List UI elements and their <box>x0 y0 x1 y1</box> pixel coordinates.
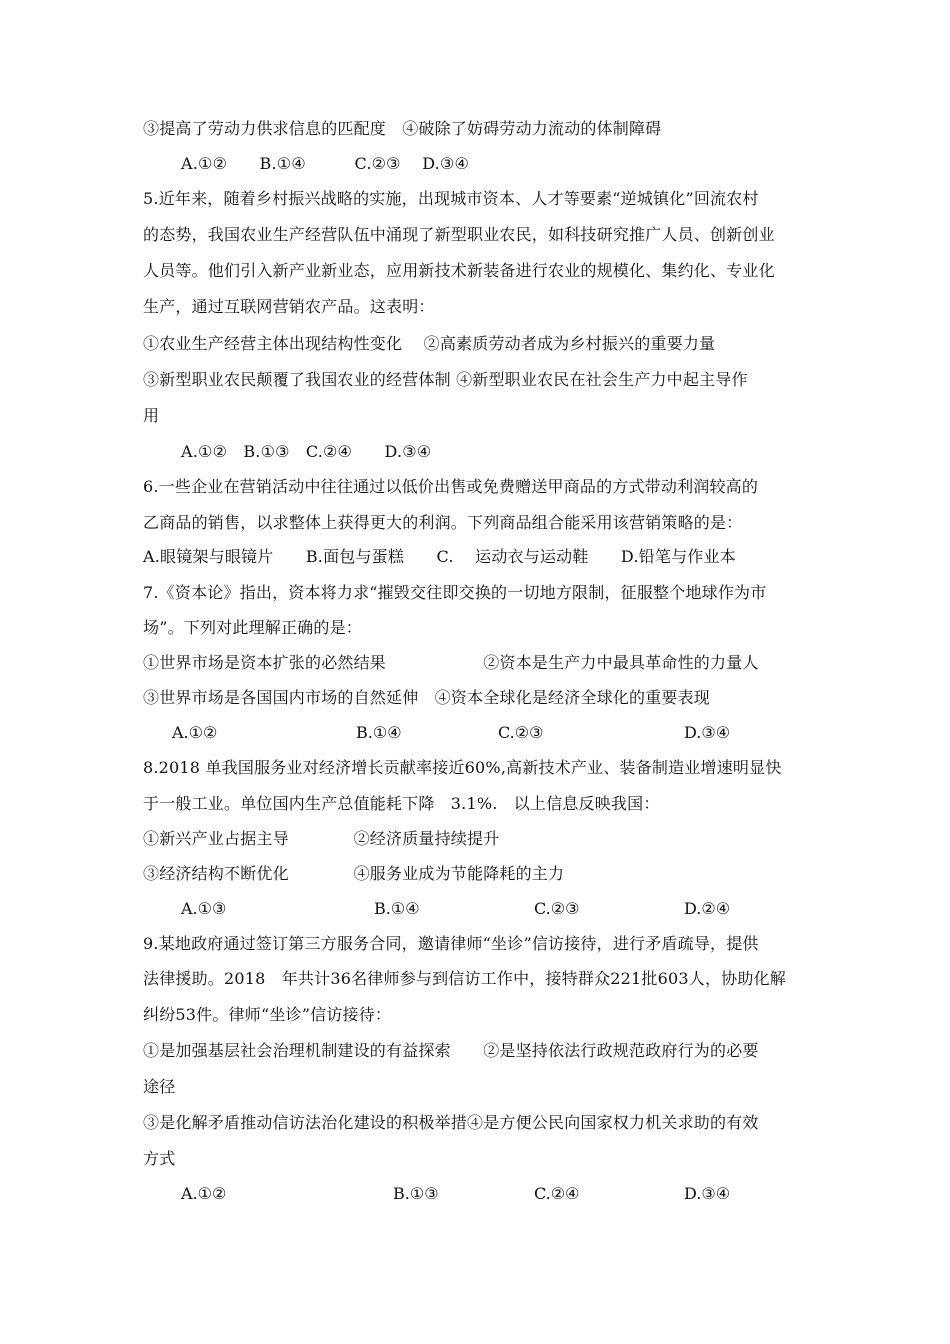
q8-item-line: ③经济结构不断优化 ④服务业成为节能降耗的主力 <box>143 864 565 883</box>
q9-stem-line: 9.某地政府通过签订第三方服务合同，邀请律师“坐诊”信访接待，进行矛盾疏导，提供 <box>143 934 759 953</box>
q9-item-line: ③是化解矛盾推动信访法治化建设的积极举措④是方便公民向国家权力机关求助的有效 <box>143 1113 759 1132</box>
q9-option-b: B.①③ <box>393 1184 439 1203</box>
q9-item-line: 途径 <box>143 1077 176 1096</box>
q7-stem-line: 7.《资本论》指出，资本将力求“摧毁交往即交换的一切地方限制，征服整个地球作为市 <box>143 583 767 602</box>
q9-item-line: ①是加强基层社会治理机制建设的有益探索 ②是坚持依法行政规范政府行为的必要 <box>143 1041 759 1060</box>
prev-question-item-line: ③提高了劳动力供求信息的匹配度 ④破除了妨碍劳动力流动的体制障碍 <box>143 119 662 138</box>
prev-question-options: A.①② B.①④ C.②③ D.③④ <box>181 154 470 173</box>
q8-option-c: C.②③ <box>534 899 580 918</box>
q7-item-line: ③世界市场是各国国内市场的自然延伸 ④资本全球化是经济全球化的重要表现 <box>143 688 711 707</box>
q9-stem-line: 纠纷53件。律师“坐诊”信访接待： <box>143 1005 392 1024</box>
q7-option-b: B.①④ <box>356 723 402 742</box>
q7-stem-line: 场”。下列对此理解正确的是： <box>143 618 362 637</box>
q9-option-a: A.①② <box>181 1184 227 1203</box>
q5-options: A.①② B.①③ C.②④ D.③④ <box>181 442 432 461</box>
q7-option-a: A.①② <box>172 723 218 742</box>
q6-stem-line: 6.一些企业在营销活动中往往通过以低价出售或免费赠送甲商品的方式带动利润较高的 <box>143 477 759 496</box>
q5-stem-line: 的态势，我国农业生产经营队伍中涌现了新型职业农民，如科技研究推广人员、创新创业 <box>143 225 775 244</box>
q8-option-d: D.②④ <box>684 899 731 918</box>
q5-stem-line: 生产，通过互联网营销农产品。这表明： <box>143 297 435 316</box>
q9-option-d: D.③④ <box>684 1184 731 1203</box>
q6-options: A.眼镜架与眼镜片 B.面包与蛋糕 C. 运动衣与运动鞋 D.铅笔与作业本 <box>143 547 736 566</box>
q8-option-b: B.①④ <box>374 899 420 918</box>
q8-stem-line: 于一般工业。单位国内生产总值能耗下降 3.1%. 以上信息反映我国： <box>143 794 660 813</box>
q6-stem-line: 乙商品的销售，以求整体上获得更大的利润。下列商品组合能采用该营销策略的是： <box>143 513 743 532</box>
q9-stem-line: 法律援助。2018 年共计36名律师参与到信访工作中，接特群众221批603人，协助化解 <box>143 969 786 988</box>
q5-item-line: ③新型职业农民颠覆了我国农业的经营体制 ④新型职业农民在社会生产力中起主导作 <box>143 370 748 389</box>
q8-stem-line: 8.2018 单我国服务业对经济增长贡献率接近60%,高新技术产业、装备制造业增速明显快 <box>143 758 782 777</box>
q9-option-c: C.②④ <box>534 1184 580 1203</box>
q8-option-a: A.①③ <box>181 899 227 918</box>
q7-item-line: ①世界市场是资本扩张的必然结果 ②资本是生产力中最具革命性的力量人 <box>143 653 759 672</box>
q5-stem-line: 人员等。他们引入新产业新业态，应用新技术新装备进行农业的规模化、集约化、专业化 <box>143 261 775 280</box>
q7-option-c: C.②③ <box>498 723 544 742</box>
q9-item-line: 方式 <box>143 1149 176 1168</box>
q5-item-line: 用 <box>143 406 160 425</box>
q8-item-line: ①新兴产业占据主导 ②经济质量持续提升 <box>143 829 500 848</box>
q5-stem-line: 5.近年来，随着乡村振兴战略的实施，出现城市资本、人才等要素“逆城镇化”回流农村 <box>143 189 759 208</box>
q7-option-d: D.③④ <box>684 723 731 742</box>
q5-item-line: ①农业生产经营主体出现结构性变化 ②高素质劳动者成为乡村振兴的重要力量 <box>143 334 716 353</box>
